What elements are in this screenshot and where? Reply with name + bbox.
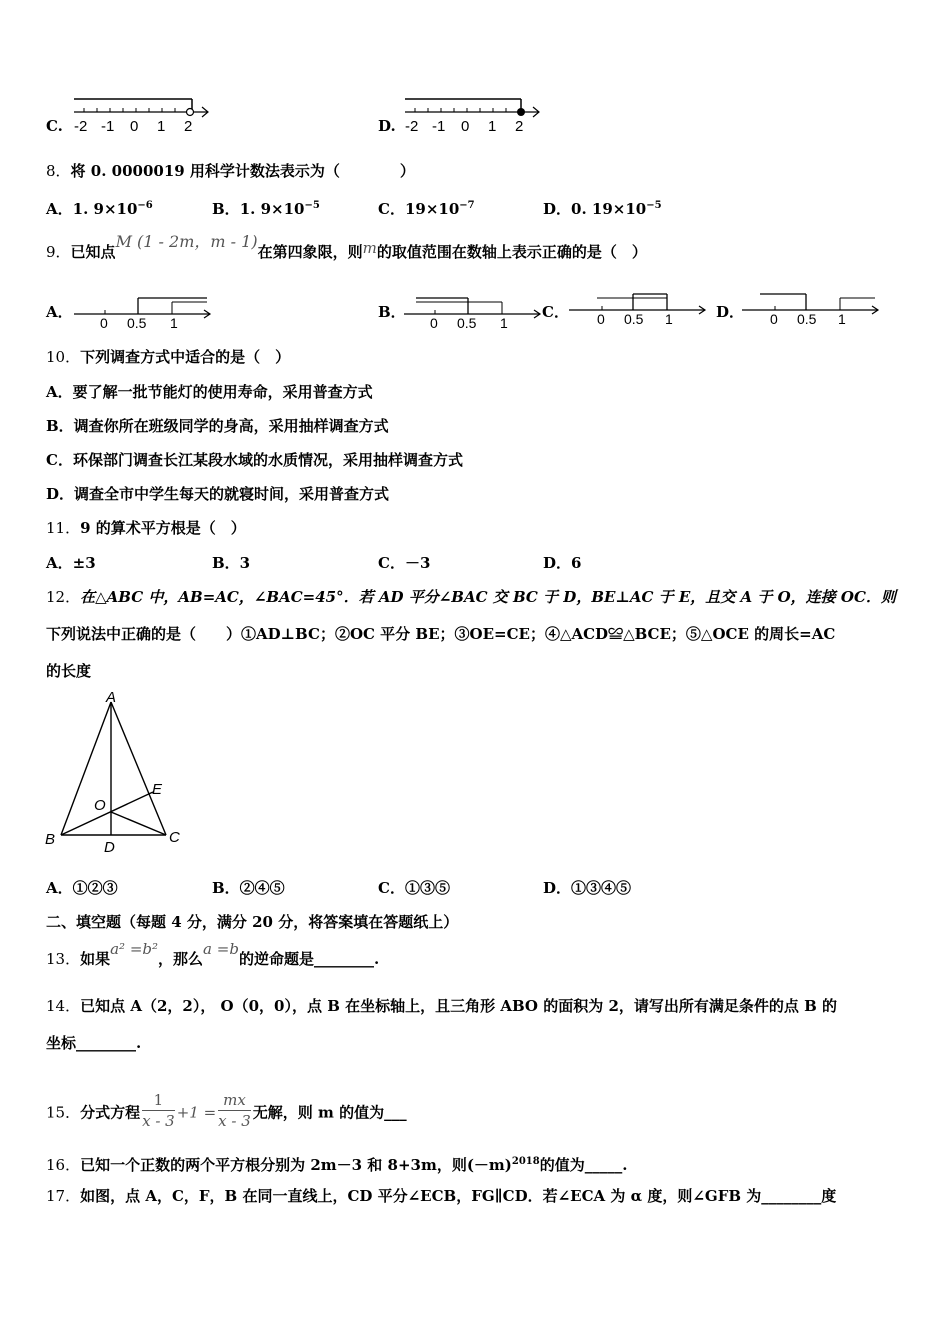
q7c-tick: -2: [74, 118, 88, 135]
question-12-line1: 12．在△ABC 中，AB=AC，∠BAC=45°．若 AD 平分∠BAC 交 BC 于 D，BE⊥AC 于 E，且交 A 于 O，连接 OC．则: [46, 588, 896, 606]
q9-option-b-numberline: [402, 292, 547, 336]
question-10: 10．下列调查方式中适合的是（ ）: [46, 348, 291, 366]
q15-fraction-1: $\frac{1}{x - 3}$: [142, 1091, 175, 1130]
question-8: [46, 161, 415, 181]
label-e: E: [152, 781, 163, 798]
q9-var: m: [362, 239, 377, 257]
q11-option-b[interactable]: B．3: [212, 554, 251, 572]
svg-text:0.5: 0.5: [624, 311, 644, 327]
q7d-tick: 0: [461, 118, 470, 135]
section-2-heading: 二、填空题（每题 4 分，满分 20 分，将答案填在答题纸上）: [46, 913, 459, 931]
q10-option-c[interactable]: C．环保部门调查长江某段水域的水质情况，采用抽样调查方式: [46, 451, 463, 469]
q7-option-d-label: D.: [378, 117, 396, 135]
question-14-line1: 14．已知点 A（2，2）， O（0，0），点 B 在坐标轴上，且三角形 ABO 的面积为 2，请写出所有满足条件的点 B 的: [46, 997, 838, 1015]
q9-number: 9．: [46, 243, 71, 261]
question-17: 17．如图，点 A，C，F，B 在同一直线上，CD 平分∠ECB，FG∥CD．若∠ECA 为 α 度，则∠GFB 为________度: [46, 1187, 837, 1205]
q7c-tick: 2: [184, 118, 193, 135]
q10-option-b[interactable]: B．调查你所在班级同学的身高，采用抽样调查方式: [46, 417, 389, 435]
q11-option-c[interactable]: C．－3: [378, 554, 431, 572]
q9-pre: 已知点: [70, 243, 116, 261]
q11-option-d[interactable]: D．6: [543, 554, 582, 572]
q9-option-a-numberline: [72, 292, 217, 336]
question-16: 16．已知一个正数的两个平方根分别为 2m－3 和 8+3m，则$(-m)^{2018}$的值为_____.: [46, 1156, 628, 1174]
q7c-tick: 1: [157, 118, 166, 135]
q10-option-a[interactable]: A．要了解一批节能灯的使用寿命，采用普查方式: [46, 383, 373, 401]
q7c-tick: -1: [101, 118, 115, 135]
q7d-tick: -1: [432, 118, 446, 135]
svg-text:0.5: 0.5: [127, 315, 147, 331]
q10-option-d[interactable]: D．调查全市中学生每天的就寝时间，采用普查方式: [46, 485, 390, 503]
q11-option-a[interactable]: A．±3: [46, 554, 96, 572]
svg-text:0: 0: [770, 311, 778, 327]
q7c-tick: 0: [130, 118, 139, 135]
q7d-tick: 1: [488, 118, 497, 135]
q12-option-b[interactable]: B．②④⑤: [212, 879, 285, 897]
q8-option-c[interactable]: C．$19\times 10^{-7}$: [378, 200, 475, 218]
q15-fraction-2: $\frac{mx}{x - 3}$: [218, 1091, 251, 1130]
q7d-tick: -2: [405, 118, 419, 135]
label-o: O: [94, 797, 106, 814]
q9-formula: M (1 - 2m，m - 1): [115, 232, 258, 251]
q12-triangle-figure: [40, 688, 190, 862]
q9-mid: 在第四象限，则: [257, 243, 363, 261]
q8-option-a[interactable]: A．1. $9\times 10^{-6}$: [46, 200, 153, 218]
question-9: [46, 232, 647, 262]
question-12-line3: 的长度: [46, 662, 92, 680]
question-15: 15．分式方程 $\frac{1}{x - 3}$ +1 = $\frac{mx}{x - 3}$ 无解，则 m 的值为___: [46, 1091, 407, 1130]
q7d-tick: 2: [515, 118, 524, 135]
q9-post: 的取值范围在数轴上表示正确的是（ ）: [376, 243, 647, 261]
q7-option-d-numberline: [401, 96, 546, 140]
label-a: A: [106, 689, 117, 706]
svg-text:1: 1: [500, 315, 508, 331]
label-d: D: [104, 839, 115, 856]
question-12-line2: 下列说法中正确的是（ ）①AD⊥BC；②OC 平分 BE；③OE=CE；④△ACD≌△BCE；⑤△OCE 的周长=AC: [46, 625, 836, 643]
svg-text:0: 0: [597, 311, 605, 327]
label-c: C: [169, 829, 180, 846]
question-14-line2: 坐标________.: [46, 1034, 142, 1052]
q9-option-c-numberline: [567, 290, 712, 334]
q9-option-d-numberline: [740, 290, 885, 334]
q7-option-c-numberline: [70, 96, 215, 140]
q12-option-a[interactable]: A．①②③: [46, 879, 118, 897]
q7-option-c-label: C.: [46, 117, 63, 135]
q9-option-b-label[interactable]: B．: [378, 303, 406, 321]
q9-option-d-label[interactable]: D．: [716, 303, 745, 321]
q12-option-d[interactable]: D．①③④⑤: [543, 879, 632, 897]
svg-text:0: 0: [100, 315, 108, 331]
svg-text:1: 1: [170, 315, 178, 331]
label-b: B: [45, 831, 56, 848]
svg-text:0: 0: [430, 315, 438, 331]
svg-text:1: 1: [838, 311, 846, 327]
question-13: 13．如果a² =b²，那么a =b的逆命题是________.: [46, 940, 380, 968]
q8-option-b[interactable]: B．1. $9\times 10^{-5}$: [212, 200, 320, 218]
q8-option-d[interactable]: D．0. $19\times 10^{-5}$: [543, 200, 662, 218]
q8-stem: 将 0. 0000019 用科学计数法表示为（ ）: [70, 162, 415, 180]
svg-text:0.5: 0.5: [797, 311, 817, 327]
q12-option-c[interactable]: C．①③⑤: [378, 879, 450, 897]
q9-option-c-label[interactable]: C．: [542, 303, 569, 321]
q9-option-a-label[interactable]: A．: [46, 303, 73, 321]
q8-number: 8．: [46, 162, 71, 180]
svg-text:0.5: 0.5: [457, 315, 477, 331]
svg-text:1: 1: [665, 311, 673, 327]
question-11: 11．9 的算术平方根是（ ）: [46, 519, 246, 537]
